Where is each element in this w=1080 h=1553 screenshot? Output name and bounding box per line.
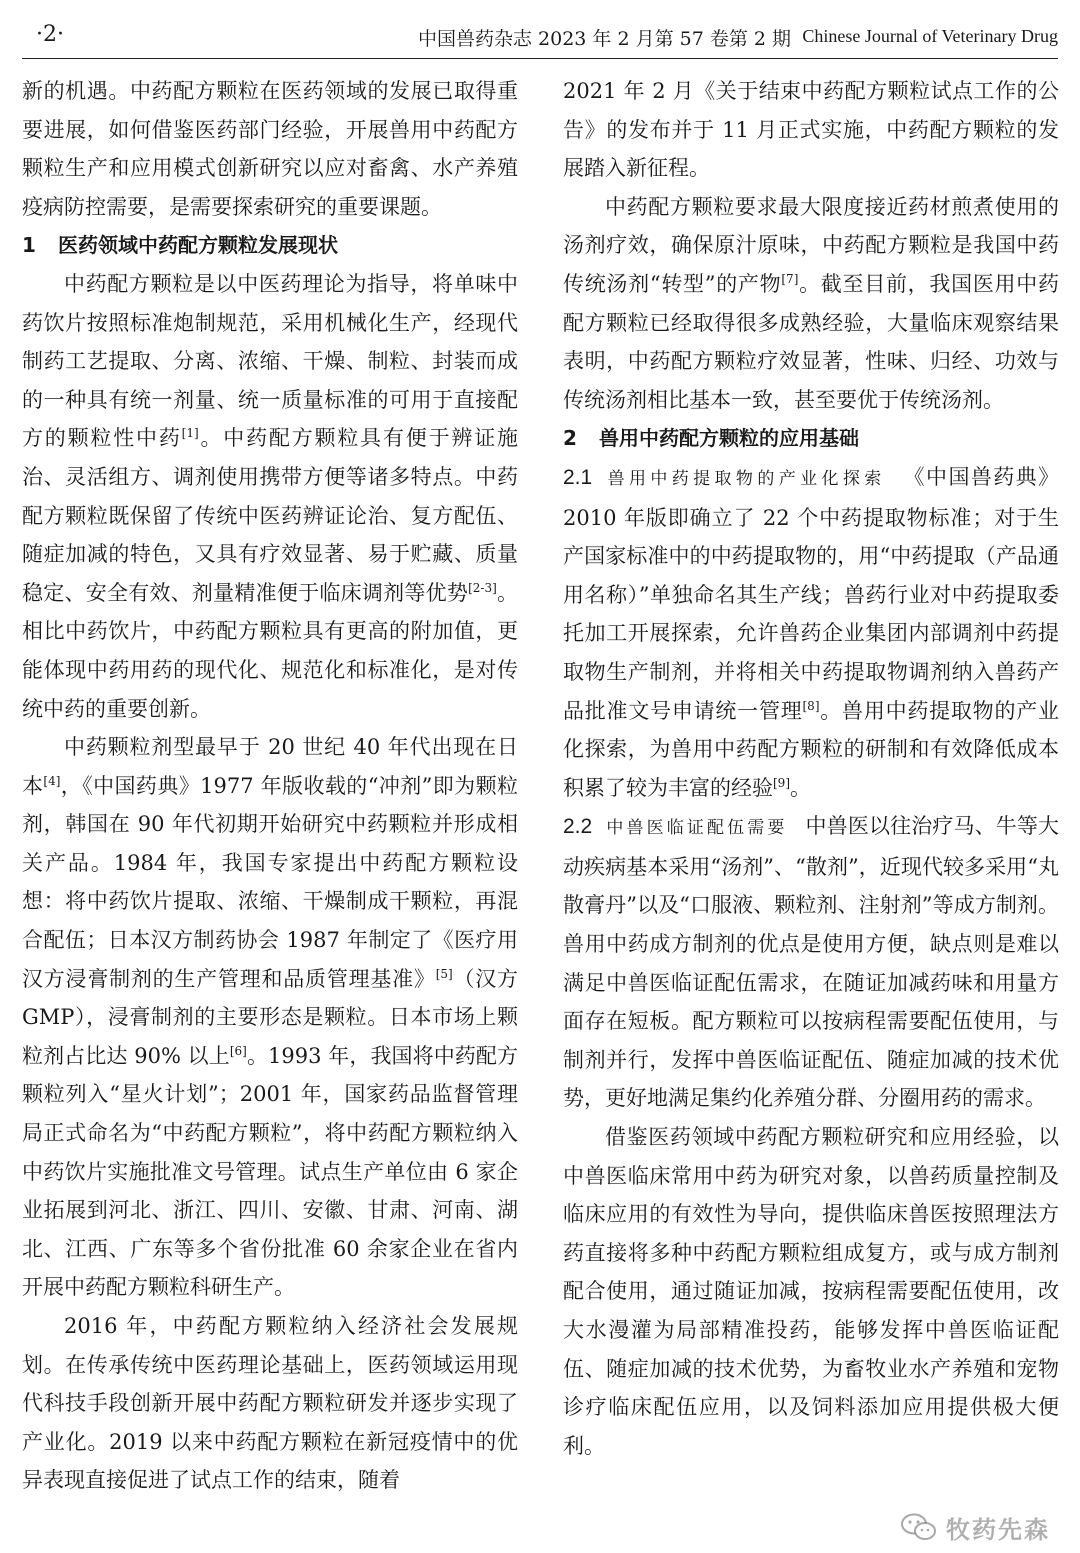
citation: [6]: [229, 1043, 247, 1058]
paragraph: [22, 728, 518, 1307]
subsection-number: 2.2: [563, 815, 593, 839]
watermark-text: 牧药先森: [946, 1515, 1050, 1544]
subsection-title: 中兽医临证配伍需要: [606, 818, 788, 839]
paragraph: 2016 年，中药配方颗粒纳入经济社会发展规划。在传承传统中医药理论基础上，医药领域运用现代科技手段创新开展中药配方颗粒研发并逐步实现了产业化。2019 以来中药配方颗粒在新冠疫情中的优异表现直接促进了试点工作的结束，随着: [22, 1314, 518, 1493]
text-run: ，《中国药典》1977 年版收载的“冲剂”即为颗粒剂，韩国在 90 年代初期开始研究中药颗粒并形成相关产品。1984 年，我国专家提出中药配方颗粒设想：将中药饮片提取、浓缩、干燥制成干颗粒，再混合配伍；日本汉方制药协会 1987 年制定了《医疗用汉方浸膏制剂的生产管理和品质管理基准》: [22, 773, 518, 991]
journal-title-cn: 中国兽药杂志 2023 年 2 月第 57 卷第 2 期: [418, 28, 792, 50]
left-column: [22, 72, 518, 1500]
section-title: 兽用中药配方颗粒的应用基础: [599, 426, 859, 451]
paragraph: 2021 年 2 月《关于结束中药配方颗粒试点工作的公告》的发布并于 11 月正式实施，中药配方颗粒的发展踏入新征程。: [563, 79, 1059, 181]
citation: [8]: [802, 698, 820, 713]
subsection-title: 兽用中药提取物的产业化探索: [606, 468, 886, 489]
section-title: 医药领域中药配方颗粒发展现状: [58, 233, 338, 258]
citation: [7]: [781, 271, 799, 286]
citation: [2-3]: [468, 580, 497, 595]
paragraph: 新的机遇。中药配方颗粒在医药领域的发展已取得重要进展，如何借鉴医药部门经验，开展兽用中药配方颗粒生产和应用模式创新研究以应对畜禽、水产养殖疫病防控需要，是需要探索研究的重要课题。: [22, 79, 518, 219]
citation: [9]: [773, 775, 790, 790]
section-heading-1: [22, 226, 518, 265]
text-run: 中药配方颗粒要求最大限度接近药材煎煮使用的汤剂疗效，确保原汁原味，中药配方颗粒是我国中药传统汤剂“转型”的产物: [563, 194, 1059, 296]
citation: [1]: [181, 426, 199, 441]
paragraph: [563, 188, 1059, 420]
text-run: 。相比中药饮片，中药配方颗粒具有更高的附加值，更能体现中药用药的现代化、规范化和标准化，是对传统中药的重要创新。: [22, 580, 519, 721]
text-run: 。中药配方颗粒具有便于辨证施治、灵活组方、调剂使用携带方便等诸多特点。中药配方颗粒既保留了传统中医药辨证论治、复方配伍、随症加减的特色，又具有疗效显著、易于贮藏、质量稳定、安全有效、剂量精准便于临床调剂等优势: [22, 426, 519, 605]
right-column: [563, 72, 1059, 1465]
section-number: 2: [563, 426, 577, 451]
text-run: 。: [790, 775, 811, 800]
subsection-2-1: [563, 458, 1059, 807]
wechat-logo-icon: [900, 1512, 938, 1542]
watermark: [900, 1509, 1050, 1545]
text-run: 。兽用中药提取物的产业化探索，为兽用中药配方颗粒的研制和有效降低成本积累了较为丰富的经验: [563, 698, 1059, 800]
subsection-number: 2.1: [563, 465, 593, 489]
paragraph: [22, 265, 518, 728]
section-heading-2: [563, 419, 1059, 458]
page-header: [22, 18, 1058, 59]
citation: [4]: [43, 773, 61, 788]
text-run: 中兽医以往治疗马、牛等大动疾病基本采用“汤剂”、“散剂”，近现代较多采用“丸散膏丹”以及“口服液、颗粒剂、注射剂”等成方制剂。兽用中药成方制剂的优点是使用方便，缺点则是难以满足中兽医临证配伍需求，在随证加减药味和用量方面存在短板。配方颗粒可以按病程需要配伍使用，与制剂并行，发挥中兽医临证配伍、随症加减的技术优势，更好地满足集约化养殖分群、分圈用药的需求。: [563, 814, 1060, 1111]
text-run: 。1993 年，我国将中药配方颗粒列入“星火计划”；2001 年，国家药品监督管理局正式命名为“中药配方颗粒”，将中药配方颗粒纳入中药饮片实施批准文号管理。试点生产单位由 6 家企业拓展到河北、浙江、四川、安徽、甘肃、河南、湖北、江西、广东等多个省份批准 60 余家企业在省内开展中药配方颗粒科研生产。: [22, 1043, 518, 1300]
text-run: 中药颗粒剂型最早于 20 世纪 40 年代出现在日本: [22, 735, 518, 798]
section-number: 1: [22, 233, 36, 258]
citation: [5]: [435, 966, 453, 981]
text-run: 。截至目前，我国医用中药配方颗粒已经取得很多成熟经验，大量临床观察结果表明，中药配方颗粒疗效显著，性味、归经、功效与传统汤剂相比基本一致，甚至要优于传统汤剂。: [563, 271, 1059, 412]
text-run: 中药配方颗粒是以中医药理论为指导，将单味中药饮片按照标准炮制规范，采用机械化生产，经现代制药工艺提取、分离、浓缩、干燥、制粒、封装而成的一种具有统一剂量、统一质量标准的可用于直接配方的颗粒性中药: [22, 271, 518, 451]
text-run: （汉方 GMP），浸膏制剂的主要形态是颗粒。日本市场上颗粒剂占比达 90% 以上: [22, 966, 519, 1068]
journal-title-en: Chinese Journal of Veterinary Drug: [802, 26, 1058, 46]
paragraph: 借鉴医药领域中药配方颗粒研究和应用经验，以中兽医临床常用中药为研究对象，以兽药质量控制及临床应用的有效性为导向，提供临床兽医按照理法方药直接将多种中药配方颗粒组成复方，或与成方制剂配合使用，通过随证加减，按病程需要配伍使用，改大水漫灌为局部精准投药，能够发挥中兽医临证配伍、随症加减的技术优势，为畜牧业水产养殖和宠物诊疗临床配伍应用，以及饲料添加应用提供极大便利。: [563, 1125, 1059, 1458]
text-run: 《中国兽药典》2010 年版即确立了 22 个中药提取物标准；对于生产国家标准中的中药提取物的，用“中药提取（产品通用名称）”单独命名其生产线；兽药行业对中药提取委托加工开展探索，允许兽药企业集团内部调剂中药提取物生产制剂，并将相关中药提取物调剂纳入兽药产品批准文号申请统一管理: [563, 464, 1060, 723]
page-number: ·2·: [36, 22, 64, 47]
subsection-2-2: [563, 807, 1059, 1118]
